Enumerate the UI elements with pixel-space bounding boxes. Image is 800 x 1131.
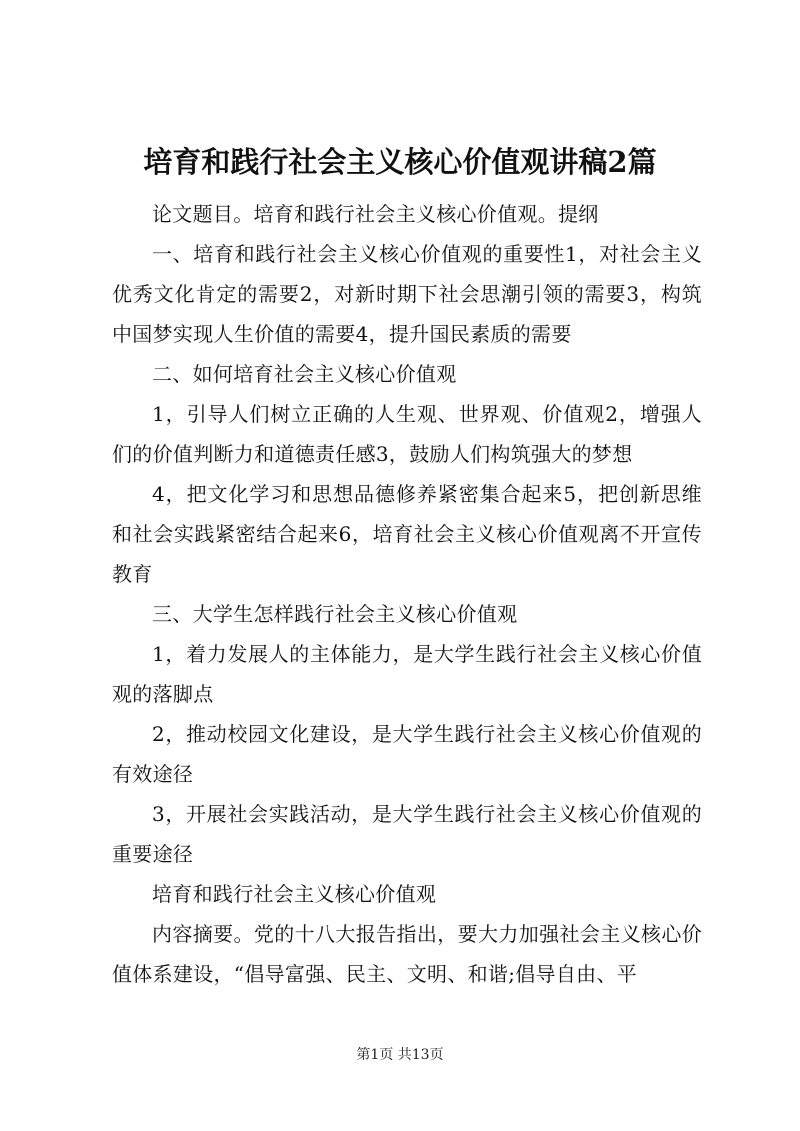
document-title: 培育和践行社会主义核心价值观讲稿2篇 — [143, 145, 657, 179]
paragraph-section-three-point-1: 1，着力发展人的主体能力，是大学生践行社会主义核心价值观的落脚点 — [112, 642, 702, 706]
paragraph-section-two-points-b: 4，把文化学习和思想品德修养紧密集合起来5，把创新思维和社会实践紧密结合起来6，培育社会主义核心价值观离不开宣传教育 — [112, 482, 702, 586]
paragraph-section-two-points-a: 1，引导人们树立正确的人生观、世界观、价值观2，增强人们的价值判断力和道德责任感3，鼓励人们构筑强大的梦想 — [112, 402, 702, 466]
paragraph-section-three-point-2: 2，推动校园文化建设，是大学生践行社会主义核心价值观的有效途径 — [112, 722, 702, 786]
document-body — [112, 194, 702, 994]
paragraph-thesis-topic: 论文题目。培育和践行社会主义核心价值观。提纲 — [152, 202, 599, 226]
paragraph-section-one: 一、培育和践行社会主义核心价值观的重要性1，对社会主义优秀文化肯定的需要2，对新时期下社会思潮引领的需要3，构筑中国梦实现人生价值的需要4，提升国民素质的需要 — [112, 242, 702, 346]
paragraph-subtitle: 培育和践行社会主义核心价值观 — [152, 882, 437, 906]
paragraph-abstract: 内容摘要。党的十八大报告指出，要大力加强社会主义核心价值体系建设，“倡导富强、民主、文明、和谐;倡导自由、平 — [112, 922, 702, 986]
page-indicator: 第1页 共13页 — [356, 1047, 444, 1063]
paragraph-section-three-point-3: 3，开展社会实践活动，是大学生践行社会主义核心价值观的重要途径 — [112, 802, 702, 866]
paragraph-section-two-heading: 二、如何培育社会主义核心价值观 — [152, 362, 457, 386]
paragraph-section-three-heading: 三、大学生怎样践行社会主义核心价值观 — [152, 602, 518, 626]
